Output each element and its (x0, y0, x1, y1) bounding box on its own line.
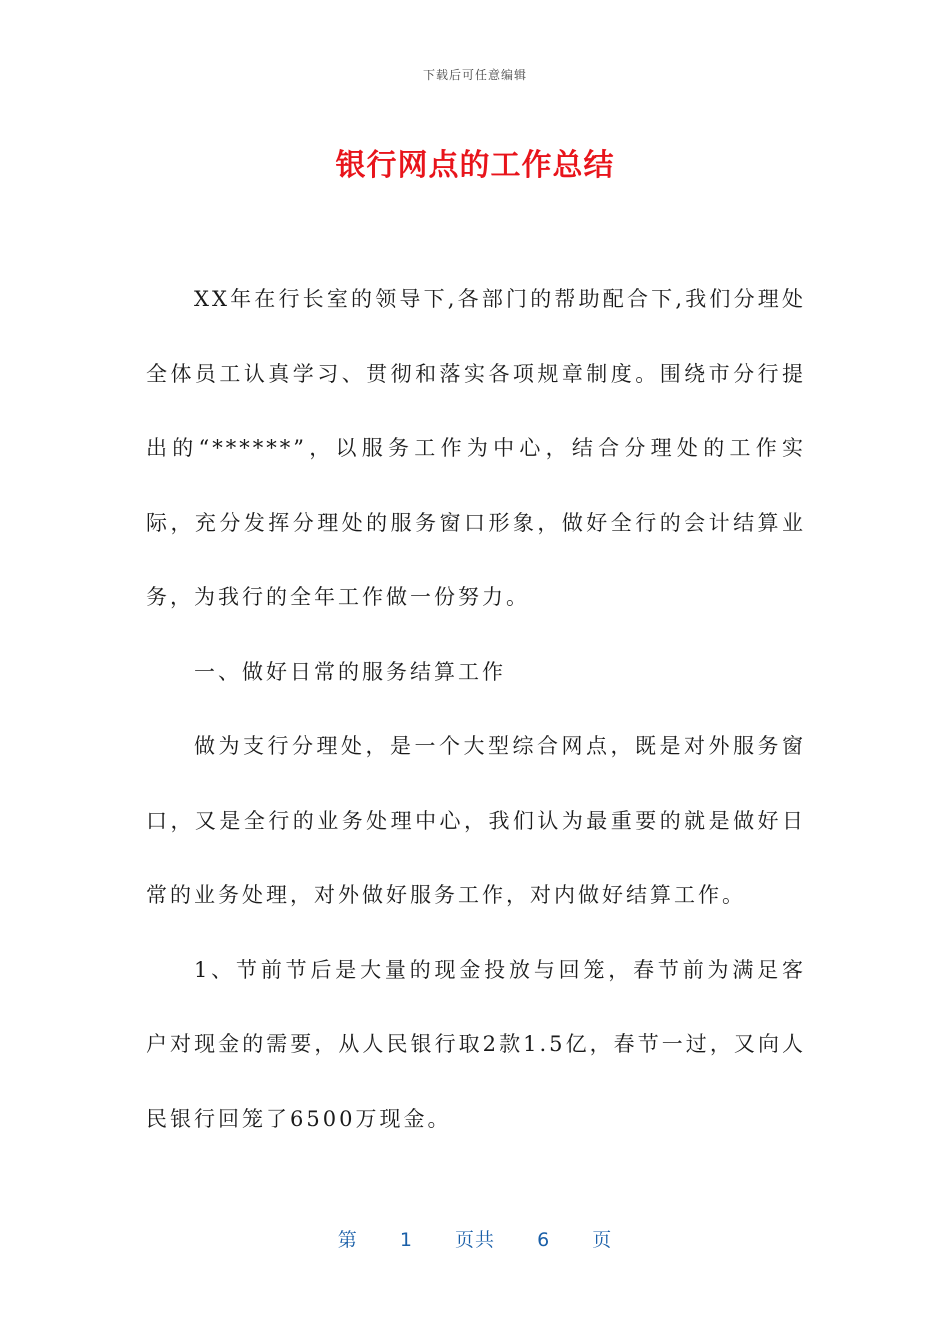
paragraph-intro: XX年在行长室的领导下,各部门的帮助配合下,我们分理处全体员工认真学习、贯彻和落实各项规章制度。围绕市分行提出的“******”，以服务工作为中心，结合分理处的工作实际，充分发挥分理处的服务窗口形象，做好全行的会计结算业务，为我行的全年工作做一份努力。 (146, 287, 806, 609)
paragraph-section-1: 做为支行分理处，是一个大型综合网点，既是对外服务窗口，又是全行的业务处理中心，我们认为最重要的就是做好日常的业务处理，对外做好服务工作，对内做好结算工作。 (146, 734, 806, 907)
section-heading-1: 一、做好日常的服务结算工作 (194, 659, 506, 684)
document-body (146, 262, 806, 1156)
header-note: 下载后可任意编辑 (422, 68, 527, 82)
document-title: 银行网点的工作总结 (335, 148, 615, 183)
page-footer: 第 1 页共 6 页 (337, 1229, 613, 1251)
paragraph-item-1: 1、节前节后是大量的现金投放与回笼，春节前为满足客户对现金的需要，从人民银行取2款1.5亿，春节一过，又向人民银行回笼了6500万现金。 (146, 957, 806, 1131)
